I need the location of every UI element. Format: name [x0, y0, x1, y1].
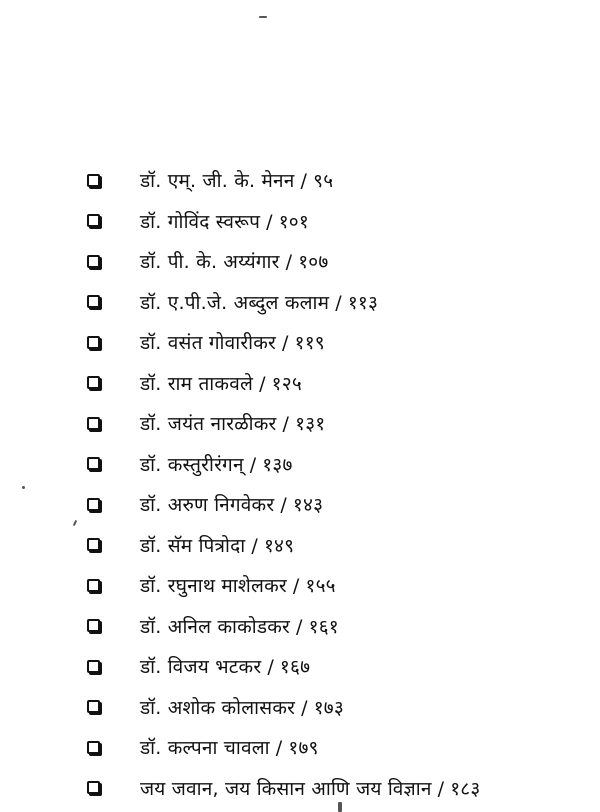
toc-page-number: १०७: [298, 251, 329, 274]
checkbox-bullet-icon: [87, 498, 100, 511]
checkbox-bullet-icon: [87, 376, 100, 389]
toc-page-number: १३७: [262, 453, 293, 476]
checkbox-bullet-icon: [87, 457, 100, 470]
toc-entry-text: [140, 734, 319, 760]
toc-entry-text: [140, 653, 310, 679]
toc-entry-text: [140, 370, 302, 396]
toc-page-number: १८३: [450, 777, 481, 800]
toc-entry-title: डॉ. कल्पना चावला: [140, 737, 270, 760]
toc-entry-text: [140, 248, 328, 274]
checkbox-bullet-icon: [87, 295, 100, 308]
toc-entry[interactable]: [0, 727, 600, 768]
toc-page-number: १७३: [313, 696, 344, 719]
toc-entry-text: [140, 572, 336, 598]
toc-entry-text: [140, 410, 325, 436]
toc-entry-title: डॉ. अनिल काकोडकर: [140, 615, 291, 638]
toc-page-number: १६१: [308, 615, 339, 638]
separator: /: [259, 372, 266, 395]
separator: /: [292, 575, 300, 598]
toc-entry-text: [140, 694, 344, 720]
checkbox-bullet-icon: [87, 619, 100, 632]
toc-page-number: १७९: [288, 737, 319, 760]
toc-page-number: १४३: [292, 494, 324, 517]
toc-entry-text: [140, 208, 309, 234]
toc-entry[interactable]: [0, 363, 600, 404]
toc-page-number: १६७: [279, 656, 311, 679]
toc-entry-title: डॉ. अशोक कोलासकर: [140, 696, 296, 719]
toc-page-number: १४९: [263, 534, 295, 557]
toc-entry[interactable]: [0, 444, 600, 485]
checkbox-bullet-icon: [87, 174, 100, 187]
separator: /: [282, 413, 290, 436]
toc-page-number: १५५: [305, 575, 336, 598]
separator: /: [335, 291, 342, 314]
separator: /: [282, 332, 289, 355]
toc-entry-text: [140, 532, 294, 558]
toc-entry[interactable]: [0, 646, 600, 687]
separator: /: [266, 210, 273, 233]
toc-entry-title: डॉ. अरुण निगवेकर: [140, 494, 275, 517]
checkbox-bullet-icon: [87, 214, 100, 227]
toc-page-number: १२५: [271, 372, 302, 395]
toc-page-number: ११९: [294, 332, 325, 355]
table-of-contents: [0, 160, 600, 808]
toc-entry-title: डॉ. जयंत नारळीकर: [140, 413, 277, 436]
toc-entry-title: डॉ. पी. के. अय्यंगार: [140, 251, 280, 274]
toc-entry-title: डॉ. सॅम पित्रोदा: [140, 534, 246, 557]
checkbox-bullet-icon: [87, 741, 100, 754]
toc-entry[interactable]: [0, 525, 600, 566]
toc-entry-title: डॉ. राम ताकवले: [140, 372, 254, 395]
toc-entry-title: डॉ. गोविंद स्वरूप: [140, 210, 261, 233]
toc-entry-text: [140, 289, 378, 315]
toc-entry[interactable]: [0, 403, 600, 444]
toc-entry-title: डॉ. एम्. जी. के. मेनन: [140, 170, 295, 193]
toc-entry[interactable]: [0, 606, 600, 647]
toc-page-number: १३१: [295, 413, 326, 436]
toc-entry[interactable]: [0, 768, 600, 809]
separator: /: [296, 615, 303, 638]
toc-entry-text: [140, 167, 333, 193]
toc-entry-title: जय जवान, जय किसान आणि जय विज्ञान: [140, 777, 432, 800]
toc-page-number: ११३: [347, 291, 379, 314]
toc-entry-text: [140, 613, 339, 639]
toc-page-number: १०१: [278, 210, 309, 233]
toc-entry-text: [140, 491, 323, 517]
print-mark: [259, 16, 267, 18]
checkbox-bullet-icon: [87, 660, 100, 673]
toc-entry[interactable]: [0, 160, 600, 201]
separator: /: [437, 777, 445, 800]
toc-entry[interactable]: [0, 687, 600, 728]
toc-page-number: ९५: [313, 170, 334, 193]
separator: /: [267, 656, 274, 679]
checkbox-bullet-icon: [87, 700, 100, 713]
checkbox-bullet-icon: [87, 781, 100, 794]
checkbox-bullet-icon: [87, 417, 100, 430]
toc-entry[interactable]: [0, 565, 600, 606]
toc-entry-title: डॉ. वसंत गोवारीकर: [140, 332, 277, 355]
checkbox-bullet-icon: [87, 538, 100, 551]
toc-entry-text: [140, 329, 325, 355]
separator: /: [300, 170, 308, 193]
separator: /: [275, 737, 283, 760]
separator: /: [249, 453, 257, 476]
toc-entry[interactable]: [0, 282, 600, 323]
separator: /: [280, 494, 287, 517]
separator: /: [251, 534, 258, 557]
toc-entry-text: [140, 775, 480, 801]
separator: /: [301, 696, 308, 719]
toc-entry[interactable]: [0, 201, 600, 242]
checkbox-bullet-icon: [87, 579, 100, 592]
toc-entry[interactable]: [0, 484, 600, 525]
toc-entry-title: डॉ. विजय भटकर: [140, 656, 262, 679]
separator: /: [285, 251, 293, 274]
toc-entry-title: डॉ. रघुनाथ माशेलकर: [140, 575, 287, 598]
checkbox-bullet-icon: [87, 255, 100, 268]
toc-entry-text: [140, 451, 293, 477]
toc-entry-title: डॉ. ए.पी.जे. अब्दुल कलाम: [140, 291, 330, 314]
toc-entry-title: डॉ. कस्तुरीरंगन्: [140, 453, 244, 476]
checkbox-bullet-icon: [87, 336, 100, 349]
toc-entry[interactable]: [0, 322, 600, 363]
toc-entry[interactable]: [0, 241, 600, 282]
